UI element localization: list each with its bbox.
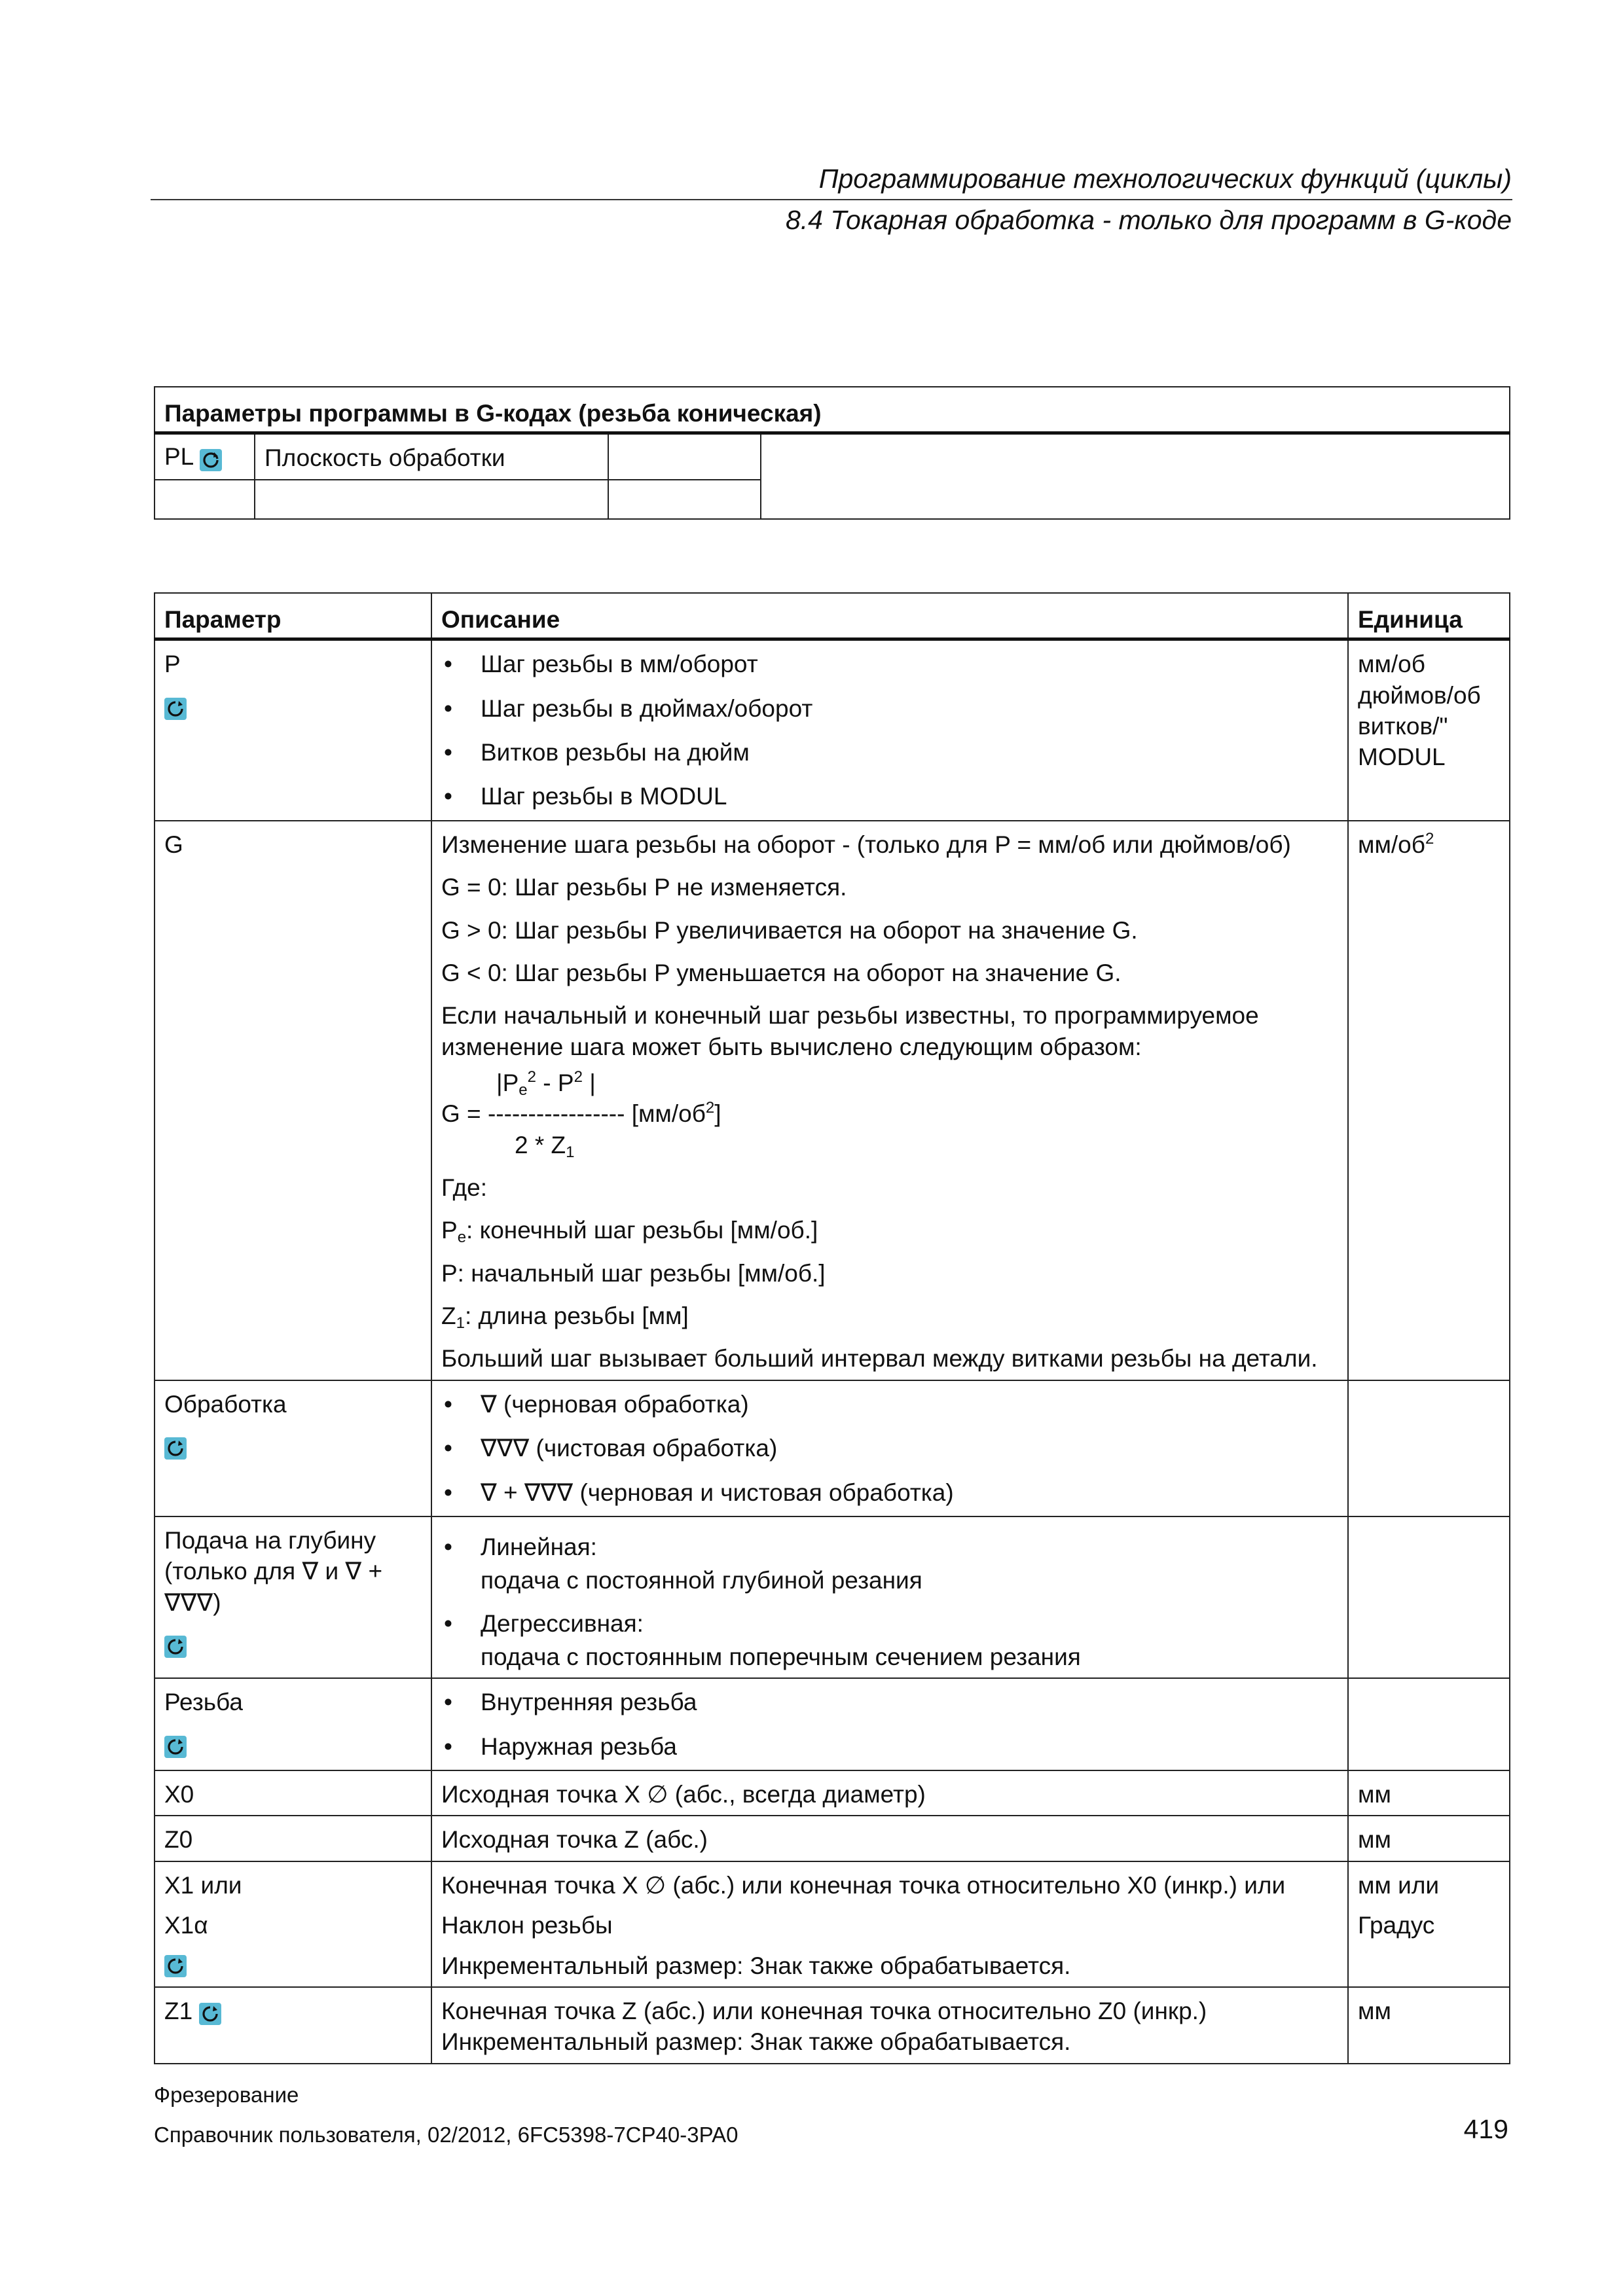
- list-item: • Внутренняя резьба: [441, 1687, 1338, 1717]
- param-pl-unit: [608, 433, 761, 480]
- col-header-unit: Единица: [1348, 593, 1510, 639]
- param-x0-desc: Исходная точка X ∅ (абс., всегда диаметр): [431, 1770, 1348, 1816]
- footer-book-title: Фрезерование: [154, 2083, 299, 2107]
- param-machining-unit: [1348, 1380, 1510, 1516]
- toggle-icon: [200, 449, 222, 471]
- table-row: [155, 1380, 1510, 1516]
- running-header-section: 8.4 Токарная обработка - только для программ в G-коде: [785, 205, 1512, 235]
- param-pl-extra: [761, 433, 1510, 519]
- table-row: [155, 639, 1510, 821]
- param-z0: Z0: [155, 1816, 431, 1861]
- toggle-icon: [164, 1636, 187, 1658]
- param-infeed: Подача на глубину (только для ∇ и ∇ + ∇∇∇): [155, 1516, 431, 1678]
- param-thread-unit: [1348, 1678, 1510, 1770]
- col-header-param: Параметр: [155, 593, 431, 639]
- list-item: • Линейная:: [441, 1532, 1338, 1562]
- list-item: • Дегрессивная:: [441, 1608, 1338, 1639]
- table-row: [155, 1516, 1510, 1678]
- param-p: P: [155, 639, 431, 821]
- toggle-icon: [164, 1955, 187, 1977]
- param-thread: Резьба: [155, 1678, 431, 1770]
- toggle-icon: [164, 1736, 187, 1758]
- param-x0-unit: мм: [1348, 1770, 1510, 1816]
- list-item: • ∇∇∇ (чистовая обработка): [441, 1433, 1338, 1463]
- list-item: • Витков резьбы на дюйм: [441, 737, 1338, 768]
- empty-cell: [608, 480, 761, 519]
- param-z0-desc: Исходная точка Z (абс.): [431, 1816, 1348, 1861]
- parameters-table: [154, 592, 1510, 2064]
- empty-cell: [155, 480, 255, 519]
- param-g-desc: Изменение шага резьбы на оборот - (только для P = мм/об или дюймов/об) G = 0: Шаг резьбы P не изменяется. G > 0: Шаг резьбы P увеличивается на оборот на значение G. G < 0: Шаг резьбы P уменьшается на оборот на значение G. Если начальный и конечный шаг резьбы известны, то программируемое изменение шага может быть вычислено следующим образом: $|Pe^2 - P^2$ | G = ----------------- $[мм/об^2]$ 2 * Z1 Где: Pe: конечный шаг резьбы [мм/об.] P: начальный шаг резьбы [мм/об.] Z1: длина резьбы [мм] Больший шаг вызывает больший интервал между витками резьбы на детали.: [431, 821, 1348, 1380]
- param-infeed-desc: • Линейная: подача с постоянной глубиной резания • Дегрессивная: подача с постоянным поперечным сечением резания: [431, 1516, 1348, 1678]
- param-infeed-unit: [1348, 1516, 1510, 1678]
- empty-cell: [255, 480, 608, 519]
- param-z1-desc: Конечная точка Z (абс.) или конечная точка относительно Z0 (инкр.) Инкрементальный размер: Знак также обрабатывается.: [431, 1987, 1348, 2064]
- list-item: • Наружная резьба: [441, 1731, 1338, 1762]
- list-item: • ∇ (черновая обработка): [441, 1389, 1338, 1420]
- program-parameters-table: [154, 386, 1510, 520]
- param-p-desc: [431, 639, 1348, 821]
- table-row: [155, 1678, 1510, 1770]
- list-item: • Шаг резьбы в дюймах/оборот: [441, 693, 1338, 724]
- toggle-icon: [164, 1437, 187, 1460]
- toggle-icon: [164, 698, 187, 720]
- param-pl-desc: Плоскость обработки: [255, 433, 608, 480]
- col-header-desc: Описание: [431, 593, 1348, 639]
- param-z0-unit: мм: [1348, 1816, 1510, 1861]
- param-g: G: [155, 821, 431, 1380]
- page-number: 419: [1463, 2114, 1508, 2144]
- param-z1-unit: мм: [1348, 1987, 1510, 2064]
- table-row: [155, 1816, 1510, 1861]
- param-p-unit: мм/об дюймов/об витков/" MODUL: [1348, 639, 1510, 821]
- param-x0: X0: [155, 1770, 431, 1816]
- param-z1: Z1: [155, 1987, 431, 2064]
- param-machining: Обработка: [155, 1380, 431, 1516]
- footer-manual-info: Справочник пользователя, 02/2012, 6FC5398-7CP40-3PA0: [154, 2123, 739, 2147]
- table-row: [155, 1770, 1510, 1816]
- running-header-chapter: Программирование технологических функций (циклы): [818, 164, 1512, 194]
- param-machining-desc: [431, 1380, 1348, 1516]
- formula: $|Pe^2 - P^2$ | G = ----------------- $[мм/об^2]$ 2 * Z1: [441, 1067, 721, 1161]
- toggle-icon: [199, 2003, 221, 2025]
- program-parameters-title: Параметры программы в G-кодах (резьба коническая): [155, 387, 1510, 433]
- table-row: [155, 1987, 1510, 2064]
- header-rule: [151, 199, 1512, 200]
- table-row: [155, 821, 1510, 1380]
- param-pl: PL: [155, 433, 255, 480]
- param-g-unit: $мм/об^2$: [1348, 821, 1510, 1380]
- param-x1: X1 или X1α: [155, 1861, 431, 1987]
- table-row: [155, 1861, 1510, 1987]
- list-item: • ∇ + ∇∇∇ (черновая и чистовая обработка): [441, 1477, 1338, 1508]
- param-thread-desc: [431, 1678, 1348, 1770]
- list-item: • Шаг резьбы в мм/оборот: [441, 649, 1338, 679]
- param-x1-unit: мм или Градус: [1348, 1861, 1510, 1987]
- list-item: • Шаг резьбы в MODUL: [441, 781, 1338, 812]
- param-x1-desc: Конечная точка X ∅ (абс.) или конечная точка относительно X0 (инкр.) или Наклон резьбы Инкрементальный размер: Знак также обрабатывается.: [431, 1861, 1348, 1987]
